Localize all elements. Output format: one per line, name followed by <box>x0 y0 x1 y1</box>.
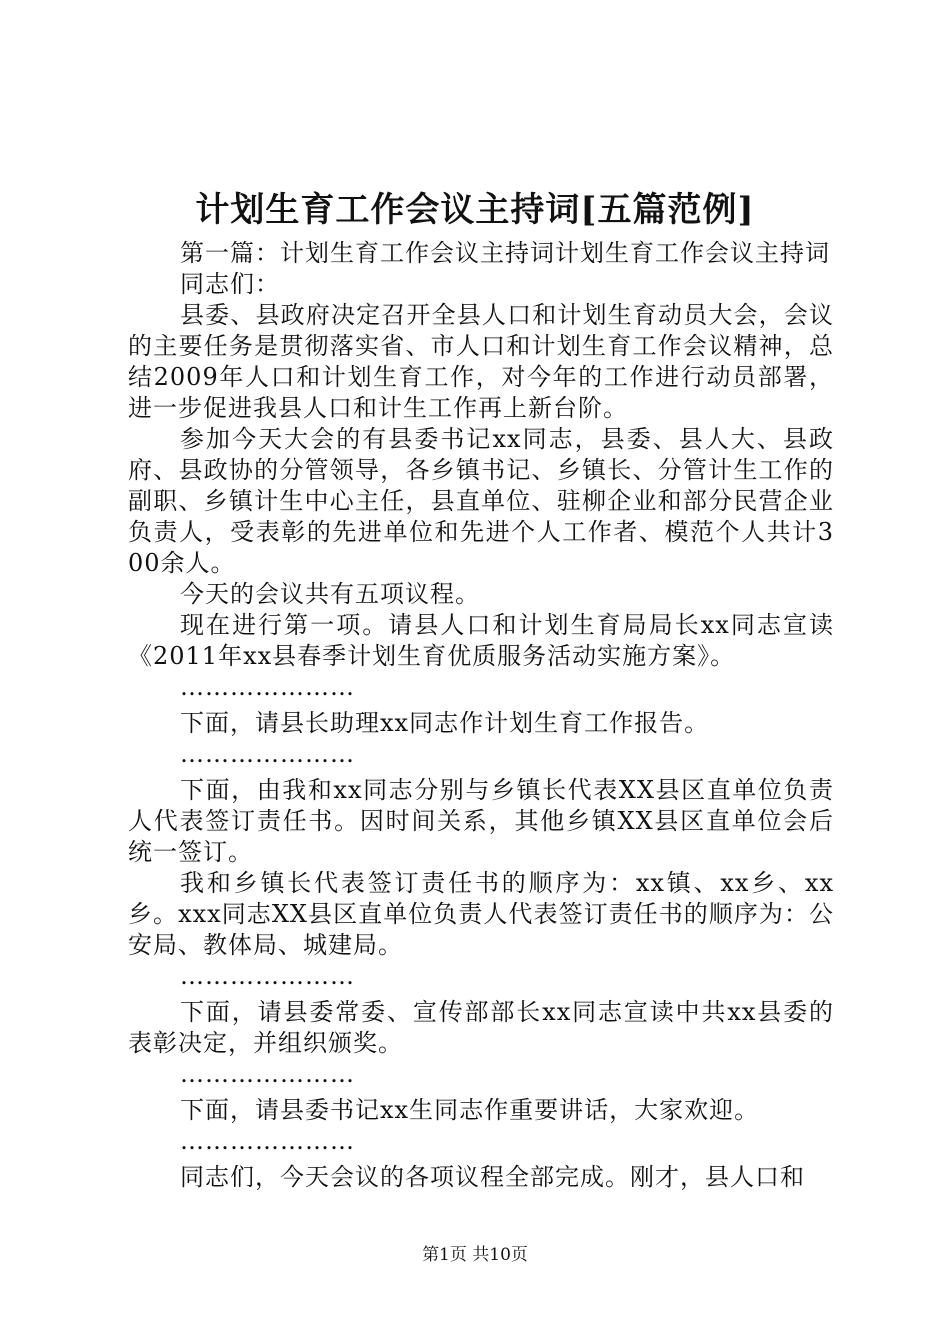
ellipsis-separator: ………………… <box>180 962 355 990</box>
paragraph-closing: 同志们，今天会议的各项议程全部完成。刚才，县人口和 <box>180 1163 805 1191</box>
paragraph-greeting: 同志们： <box>180 270 280 298</box>
paragraph-sign-responsibility: 下面，由我和xx同志分别与乡镇长代表XX县区直单位负责人代表签订责任书。因时间关系，其他乡镇XX县区直单位会后统一签订。 <box>128 776 834 866</box>
ellipsis-separator: ………………… <box>180 1127 355 1155</box>
ellipsis-separator: ………………… <box>180 1060 355 1088</box>
document-title: 计划生育工作会议主持词[五篇范例] <box>195 190 755 230</box>
paragraph-signing-order: 我和乡镇长代表签订责任书的顺序为：xx镇、xx乡、xx乡。xxx同志XX县区直单位负责人代表签订责任书的顺序为：公安局、教体局、城建局。 <box>128 869 834 959</box>
paragraph-work-report: 下面，请县长助理xx同志作计划生育工作报告。 <box>180 709 710 737</box>
paragraph-meeting-purpose: 县委、县政府决定召开全县人口和计划生育动员大会，会议的主要任务是贯彻落实省、市人口和计划生育工作会议精神，总结2009年人口和计划生育工作，对今年的工作进行动员部署，进一步促进我县人口和计生工作再上新台阶。 <box>128 301 834 422</box>
document-body <box>128 238 834 1193</box>
paragraph-section-heading: 第一篇：计划生育工作会议主持词计划生育工作会议主持词 <box>180 239 830 267</box>
page-number-footer: 第1页 共10页 <box>422 1245 528 1265</box>
paragraph-agenda: 今天的会议共有五项议程。 <box>180 580 480 608</box>
ellipsis-separator: ………………… <box>180 740 355 768</box>
paragraph-secretary-speech: 下面，请县委书记xx生同志作重要讲话，大家欢迎。 <box>180 1096 760 1124</box>
paragraph-attendees: 参加今天大会的有县委书记xx同志，县委、县人大、县政府、县政协的分管领导，各乡镇书记、乡镇长、分管计生工作的副职、乡镇计生中心主任，县直单位、驻柳企业和部分民营企业负责人，受表彰的先进单位和先进个人工作者、模范个人共计300余人。 <box>128 425 834 577</box>
paragraph-commendation: 下面，请县委常委、宣传部部长xx同志宣读中共xx县委的表彰决定，并组织颁奖。 <box>128 998 834 1057</box>
ellipsis-separator: ………………… <box>180 673 355 701</box>
paragraph-item-one: 现在进行第一项。请县人口和计划生育局局长xx同志宣读《2011年xx县春季计划生育优质服务活动实施方案》。 <box>128 611 834 670</box>
